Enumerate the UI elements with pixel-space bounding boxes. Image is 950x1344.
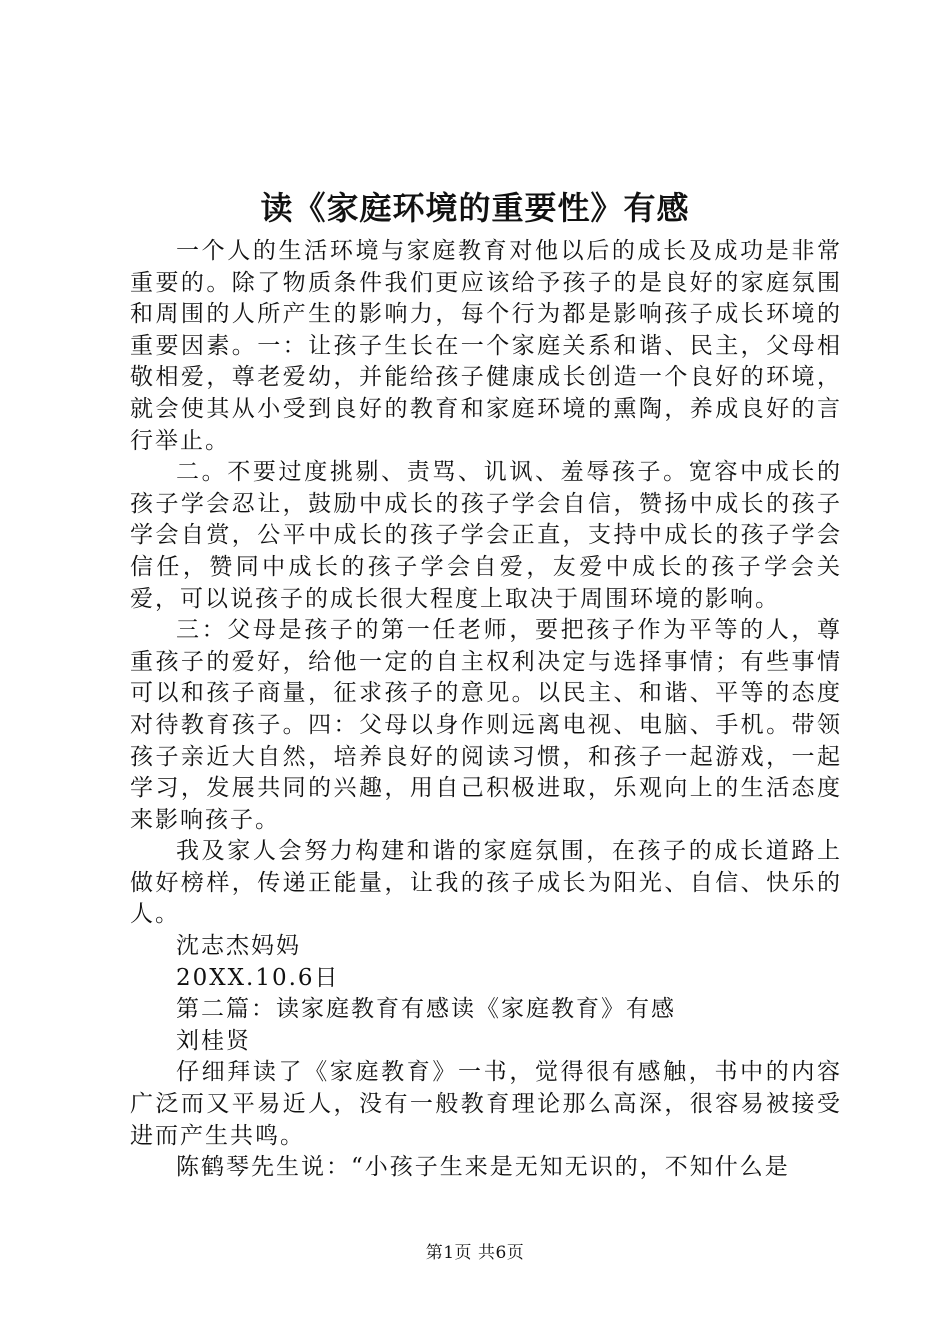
document-title: 读《家庭环境的重要性》有感 <box>260 189 690 227</box>
signature-name: 沈志杰妈妈 <box>176 933 301 960</box>
paragraph-3: 三：父母是孩子的第一任老师，要把孩子作为平等的人，尊重孩子的爱好，给他一定的自主权利决定与选择事情；有些事情可以和孩子商量，征求孩子的意见。以民主、和谐、平等的态度对待教育孩子。四：父母以身作则远离电视、电脑、手机。带领孩子亲近大自然，培养良好的阅读习惯，和孩子一起游戏，一起学习，发展共同的兴趣，用自己积极进取，乐观向上的生活态度来影响孩子。 <box>130 617 842 833</box>
second-paragraph-1: 仔细拜读了《家庭教育》一书，觉得很有感触，书中的内容广泛而又平易近人，没有一般教育理论那么高深，很容易被接受进而产生共鸣。 <box>130 1059 842 1149</box>
second-article-author: 刘桂贤 <box>176 1027 251 1054</box>
second-article-title: 第二篇：读家庭教育有感读《家庭教育》有感 <box>176 996 676 1023</box>
second-paragraph-2: 陈鹤琴先生说：“小孩子生来是无知无识的，不知什么是 <box>176 1154 790 1181</box>
paragraph-4: 我及家人会努力构建和谐的家庭氛围，在孩子的成长道路上做好榜样，传递正能量，让我的孩子成长为阳光、自信、快乐的人。 <box>130 838 842 928</box>
paragraph-2: 二。不要过度挑剔、责骂、讥讽、羞辱孩子。宽容中成长的孩子学会忍让，鼓励中成长的孩子学会自信，赞扬中成长的孩子学会自赏，公平中成长的孩子学会正直，支持中成长的孩子学会信任，赞同中成长的孩子学会自爱，友爱中成长的孩子学会关爱，可以说孩子的成长很大程度上取决于周围环境的影响。 <box>130 459 842 612</box>
document-body <box>130 236 842 1184</box>
paragraph-1: 一个人的生活环境与家庭教育对他以后的成长及成功是非常重要的。除了物质条件我们更应该给予孩子的是良好的家庭氛围和周围的人所产生的影响力，每个行为都是影响孩子成长环境的重要因素。一：让孩子生长在一个家庭关系和谐、民主，父母相敬相爱，尊老爱幼，并能给孩子健康成长创造一个良好的环境，就会使其从小受到良好的教育和家庭环境的熏陶，养成良好的言行举止。 <box>130 238 842 454</box>
signature-date: 20XX.10.6日 <box>176 964 340 991</box>
page-number-footer: 第1页 共6页 <box>425 1243 525 1263</box>
